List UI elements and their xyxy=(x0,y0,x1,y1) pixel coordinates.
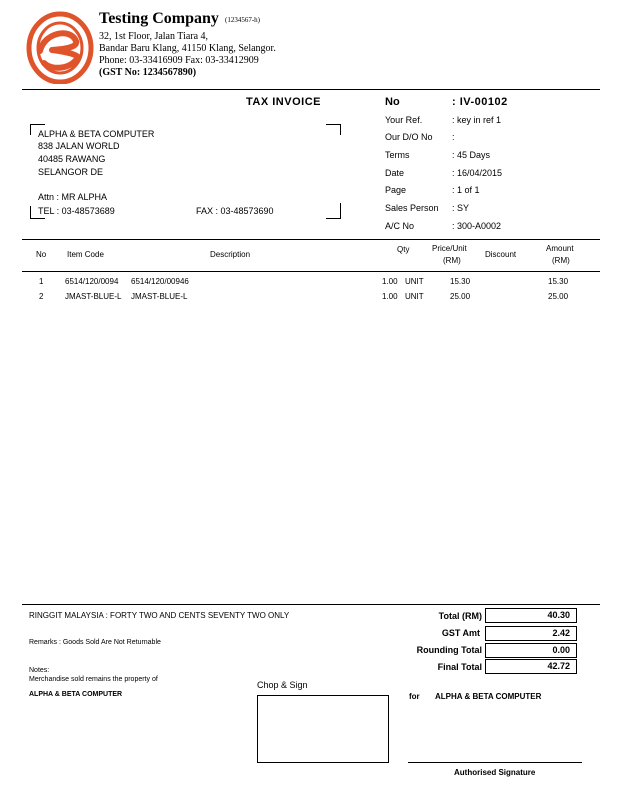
invoice-no-label: No xyxy=(385,96,400,108)
final-total-label: Final Total xyxy=(437,662,482,672)
your-ref-value: : key in ref 1 xyxy=(452,115,502,125)
address-bracket-top-right xyxy=(326,124,341,135)
date-label: Date xyxy=(385,168,405,178)
customer-fax: FAX : 03-48573690 xyxy=(196,206,274,216)
page-label: Page xyxy=(385,185,407,195)
company-address-2: Bandar Baru Klang, 41150 Klang, Selangor. xyxy=(99,43,276,54)
your-ref-label: Your Ref. xyxy=(385,115,423,125)
gst-value: 2.42 xyxy=(485,626,577,641)
col-header-price-unit-sub: (RM) xyxy=(443,256,461,265)
row-amount: 15.30 xyxy=(548,277,569,286)
rounding-value: 0.00 xyxy=(485,643,577,658)
col-header-amount: Amount xyxy=(546,244,574,253)
authorised-signature: Authorised Signature xyxy=(454,768,536,777)
total-value: 40.30 xyxy=(485,608,577,623)
notes-company: ALPHA & BETA COMPUTER xyxy=(29,691,123,698)
document-title: TAX INVOICE xyxy=(246,96,321,108)
final-total-value: 42.72 xyxy=(485,659,577,674)
company-logo xyxy=(26,11,94,84)
ac-no-label: A/C No xyxy=(385,221,415,231)
signature-line xyxy=(408,762,582,763)
customer-tel: TEL : 03-48573689 xyxy=(38,206,115,216)
notes-label: Notes: xyxy=(29,667,50,674)
col-header-price-unit: Price/Unit xyxy=(432,244,467,253)
col-header-item-code: Item Code xyxy=(67,250,104,259)
row-no: 2 xyxy=(39,292,44,301)
row-uom: UNIT xyxy=(405,292,424,301)
for-company: ALPHA & BETA COMPUTER xyxy=(435,692,542,701)
row-description: JMAST-BLUE-L xyxy=(131,292,188,301)
company-phone-fax: Phone: 03-33416909 Fax: 03-33412909 xyxy=(99,55,259,66)
total-label: Total (RM) xyxy=(438,611,482,621)
chop-sign-box xyxy=(257,695,389,763)
invoice-no-value: : IV-00102 xyxy=(452,96,508,108)
for-label: for xyxy=(409,692,420,701)
ac-no-value: : 300-A0002 xyxy=(452,221,502,231)
amount-in-words: RINGGIT MALAYSIA : FORTY TWO AND CENTS SEVENTY TWO ONLY xyxy=(29,611,290,620)
table-header-divider xyxy=(22,271,600,272)
header-divider xyxy=(22,89,600,90)
rounding-label: Rounding Total xyxy=(416,645,482,655)
sales-person-label: Sales Person xyxy=(385,203,439,213)
row-qty: 1.00 xyxy=(382,292,398,301)
gst-label: GST Amt xyxy=(441,628,480,638)
row-amount: 25.00 xyxy=(548,292,569,301)
row-price: 15.30 xyxy=(450,277,471,286)
notes-text: Merchandise sold remains the property of xyxy=(29,676,158,683)
customer-attn: Attn : MR ALPHA xyxy=(38,192,108,202)
sales-person-value: : SY xyxy=(452,203,470,213)
terms-value: : 45 Days xyxy=(452,150,491,160)
row-qty: 1.00 xyxy=(382,277,398,286)
company-address-1: 32, 1st Floor, Jalan Tiara 4, xyxy=(99,31,209,42)
company-reg-no: (1234567-h) xyxy=(225,16,260,24)
chop-sign-label: Chop & Sign xyxy=(257,680,308,690)
col-header-description: Description xyxy=(210,250,251,259)
row-item-code: 6514/120/0094 xyxy=(65,277,119,286)
our-do-label: Our D/O No xyxy=(385,132,433,142)
footer-divider xyxy=(22,604,600,605)
company-gst-no: (GST No: 1234567890) xyxy=(99,67,197,78)
customer-name: ALPHA & BETA COMPUTER xyxy=(38,129,155,139)
col-header-amount-sub: (RM) xyxy=(552,256,570,265)
row-description: 6514/120/00946 xyxy=(131,277,189,286)
page-value: : 1 of 1 xyxy=(452,185,480,195)
date-value: : 16/04/2015 xyxy=(452,168,503,178)
address-bracket-bottom-right xyxy=(326,203,341,219)
col-header-discount: Discount xyxy=(485,250,517,259)
customer-address-2: 40485 RAWANG xyxy=(38,154,106,164)
row-item-code: JMAST-BLUE-L xyxy=(65,292,122,301)
customer-address-1: 838 JALAN WORLD xyxy=(38,141,120,151)
col-header-qty: Qty xyxy=(397,245,410,254)
our-do-value: : xyxy=(452,132,455,142)
table-top-divider xyxy=(22,239,600,240)
col-header-no: No xyxy=(36,250,47,259)
row-no: 1 xyxy=(39,277,44,286)
row-uom: UNIT xyxy=(405,277,424,286)
remarks: Remarks : Goods Sold Are Not Returnable xyxy=(29,639,161,646)
row-price: 25.00 xyxy=(450,292,471,301)
customer-address-3: SELANGOR DE xyxy=(38,167,104,177)
company-name: Testing Company xyxy=(99,10,219,27)
terms-label: Terms xyxy=(385,150,410,160)
